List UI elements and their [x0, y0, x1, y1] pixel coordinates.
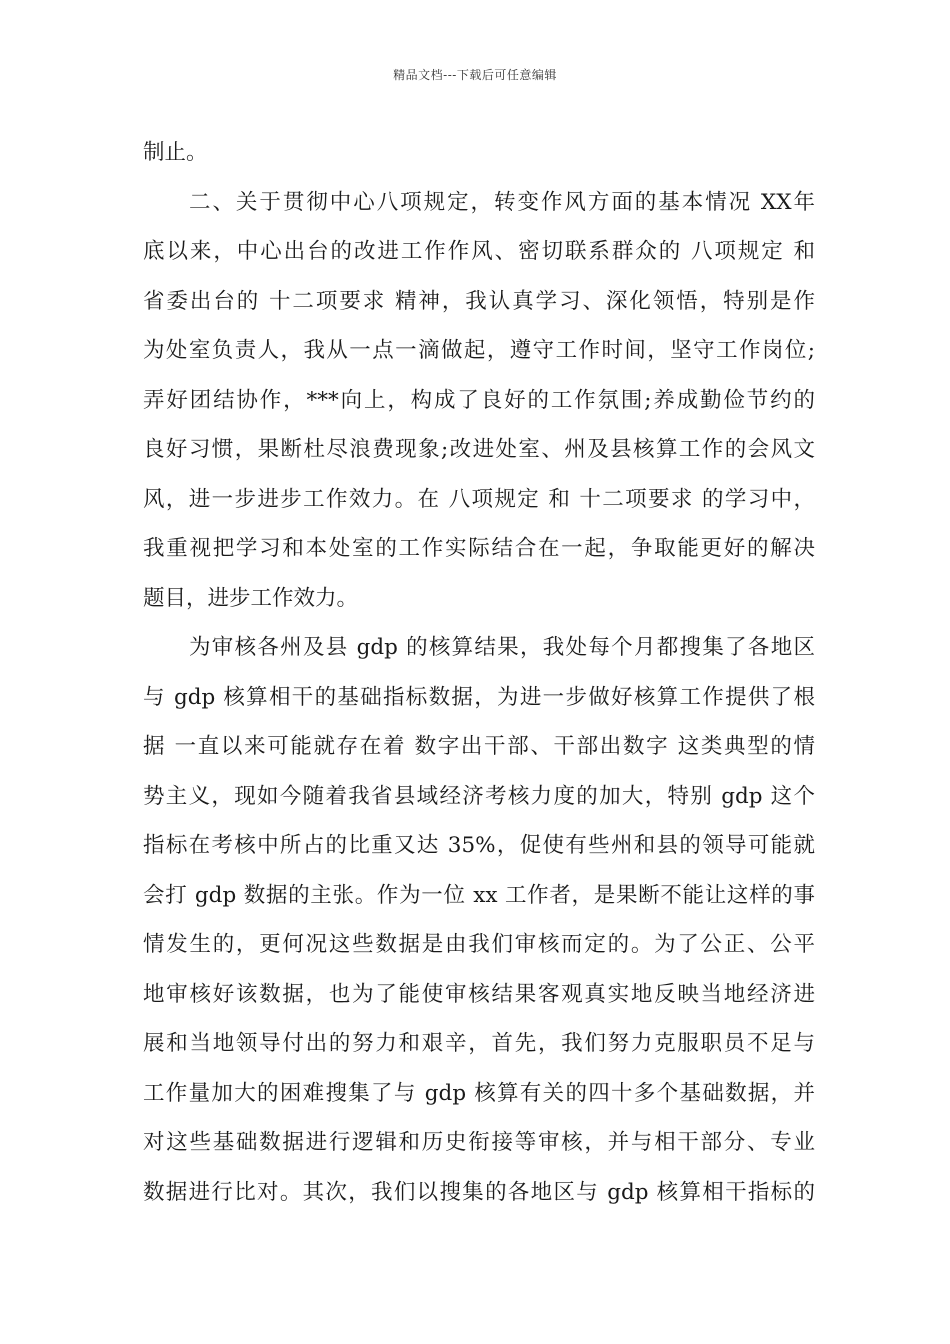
- document-body: [143, 128, 815, 1217]
- page-header: 精品文档---下载后可任意编辑: [393, 68, 557, 82]
- body-line: 弄好团结协作，***向上，构成了良好的工作氛围;养成勤俭节约的: [143, 387, 815, 413]
- body-line: 我重视把学习和本处室的工作实际结合在一起，争取能更好的解决: [143, 536, 815, 561]
- body-line: 与 gdp 核算相干的基础指标数据，为进一步做好核算工作提供了根: [143, 684, 815, 710]
- body-line: 地审核好该数据，也为了能使审核结果客观真实地反映当地经济进: [143, 981, 815, 1007]
- body-line: 风，进一步进步工作效力。在 八项规定 和 十二项要求 的学习中，: [143, 486, 815, 512]
- body-line: 题目，进步工作效力。: [143, 585, 359, 611]
- body-line: 指标在考核中所占的比重又达 35%，促使有些州和县的领导可能就: [143, 833, 815, 858]
- body-line: 展和当地领导付出的努力和艰辛，首先，我们努力克服职员不足与: [143, 1031, 815, 1056]
- body-line: 制止。: [143, 140, 208, 165]
- body-line: 工作量加大的困难搜集了与 gdp 核算有关的四十多个基础数据，并: [143, 1080, 815, 1106]
- body-line: 底以来，中心出台的改进工作作风、密切联系群众的 八项规定 和: [143, 239, 815, 264]
- body-line: 为审核各州及县 gdp 的核算结果，我处每个月都搜集了各地区: [189, 635, 815, 660]
- body-line: 二、关于贯彻中心八项规定，转变作风方面的基本情况 XX年: [189, 189, 815, 215]
- body-line: 势主义，现如今随着我省县域经济考核力度的加大，特别 gdp 这个: [143, 783, 815, 809]
- body-line: 为处室负责人，我从一点一滴做起，遵守工作时间，坚守工作岗位;: [143, 338, 815, 363]
- body-line: 对这些基础数据进行逻辑和历史衔接等审核，并与相干部分、专业: [143, 1130, 815, 1155]
- body-line: 据 一直以来可能就存在着 数字出干部、干部出数字 这类典型的情: [143, 734, 815, 759]
- body-line: 情发生的，更何况这些数据是由我们审核而定的。为了公正、公平: [143, 932, 815, 957]
- body-line: 会打 gdp 数据的主张。作为一位 xx 工作者，是果断不能让这样的事: [143, 882, 815, 908]
- body-line: 良好习惯，果断杜尽浪费现象;改进处室、州及县核算工作的会风文: [143, 437, 815, 462]
- body-line: 数据进行比对。其次，我们以搜集的各地区与 gdp 核算相干指标的: [143, 1179, 815, 1205]
- body-line: 省委出台的 十二项要求 精神，我认真学习、深化领悟，特别是作: [143, 288, 815, 314]
